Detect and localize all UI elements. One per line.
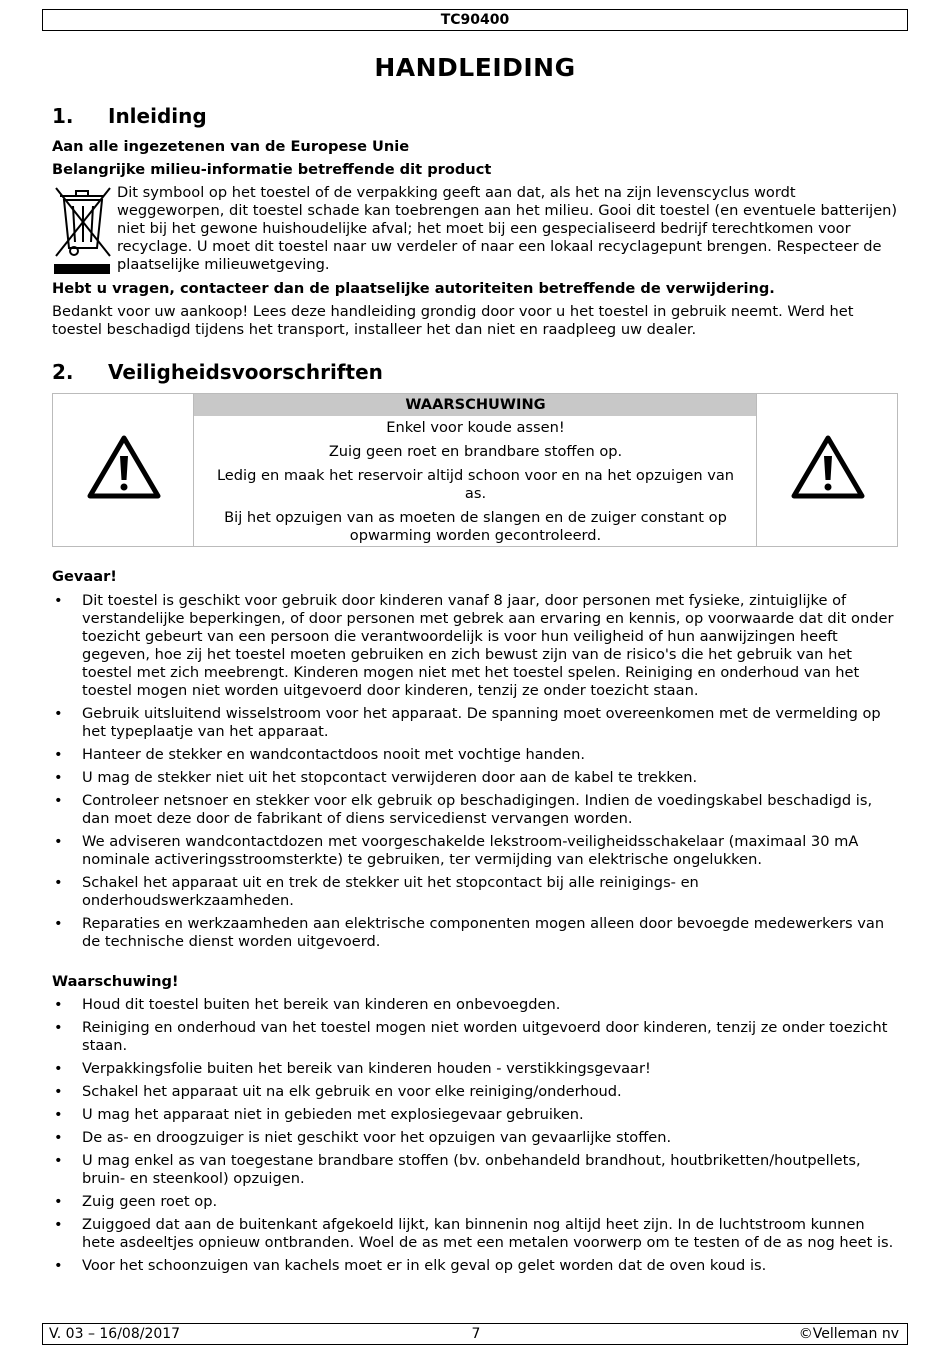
warning-box-line: Zuig geen roet en brandbare stoffen op. bbox=[328, 443, 623, 460]
warning-box-content bbox=[194, 394, 757, 545]
list-item: • Zuig geen roet op. bbox=[52, 1193, 898, 1211]
warning-box-line: Bij het opzuigen van as moeten de slangen en de zuiger constant op opwarming worden gecontroleerd. bbox=[224, 509, 727, 544]
header-model: TC90400 bbox=[42, 9, 908, 31]
warning-box-heading: WAARSCHUWING bbox=[194, 394, 757, 416]
list-item: • Hanteer de stekker en wandcontactdoos nooit met vochtige handen. bbox=[52, 746, 898, 764]
list-item: • Voor het schoonzuigen van kachels moet er in elk geval op gelet worden dat de oven koud is. bbox=[52, 1257, 898, 1275]
list-item: • Reiniging en onderhoud van het toestel mogen niet worden uitgevoerd door kinderen, tenzij ze onder toezicht staan. bbox=[52, 1019, 898, 1055]
list-item: • Reparaties en werkzaamheden aan elektrische componenten mogen alleen door bevoegde medewerkers van de technische dienst worden uitgevoerd. bbox=[52, 915, 898, 951]
list-item: • Gebruik uitsluitend wisselstroom voor het apparaat. De spanning moet overeenkomen met de vermelding op het typeplaatje van het apparaat. bbox=[52, 705, 898, 741]
warning-box-line: Ledig en maak het reservoir altijd schoon voor en na het opzuigen van as. bbox=[216, 467, 735, 502]
danger-title: Gevaar! bbox=[52, 568, 117, 585]
list-item: • U mag de stekker niet uit het stopcontact verwijderen door aan de kabel te trekken. bbox=[52, 769, 898, 787]
list-item: • De as- en droogzuiger is niet geschikt voor het opzuigen van gevaarlijke stoffen. bbox=[52, 1129, 898, 1147]
warning-box-line: Enkel voor koude assen! bbox=[386, 419, 565, 436]
list-item: • Zuiggoed dat aan de buitenkant afgekoeld lijkt, kan binnenin nog altijd heet zijn. In de luchtstroom kunnen hete asdeeltjes opnieuw ontbranden. Woel de as met een metalen voorwerp om te testen of de as nog heet is. bbox=[52, 1216, 898, 1252]
list-item: • U mag het apparaat niet in gebieden met explosiegevaar gebruiken. bbox=[52, 1106, 898, 1124]
list-item: • Schakel het apparaat uit na elk gebruik en voor elke reiniging/onderhoud. bbox=[52, 1083, 898, 1101]
list-item: • Controleer netsnoer en stekker voor elk gebruik op beschadigingen. Indien de voedingskabel beschadigd is, dan moet deze door de fabrikant of diens servicedienst vervangen worden. bbox=[52, 792, 898, 828]
footer-page-number: 7 bbox=[471, 1326, 481, 1342]
environment-info-subtitle: Belangrijke milieu-informatie betreffende dit product bbox=[52, 161, 492, 178]
crossed-out-wheelie-bin-icon bbox=[52, 184, 114, 276]
list-item: • U mag enkel as van toegestane brandbare stoffen (bv. onbehandeld brandhout, houtbriketten/houtpellets, bruin- en steenkool) opzuigen. bbox=[52, 1152, 898, 1188]
list-item: • Schakel het apparaat uit en trek de stekker uit het stopcontact bij alle reinigings- en onderhoudswerkzaamheden. bbox=[52, 874, 898, 910]
eu-residents-subtitle: Aan alle ingezetenen van de Europese Unie bbox=[52, 138, 410, 155]
page-title: HANDLEIDING bbox=[374, 53, 576, 82]
warning-triangle-icon bbox=[791, 434, 865, 500]
section-1-number: 1. bbox=[52, 104, 74, 128]
section-1-heading bbox=[52, 103, 207, 129]
section-1-title: Inleiding bbox=[108, 104, 207, 128]
section-2-title: Veiligheidsvoorschriften bbox=[108, 360, 383, 384]
list-item: • Houd dit toestel buiten het bereik van kinderen en onbevoegden. bbox=[52, 996, 898, 1014]
warning-title: Waarschuwing! bbox=[52, 973, 179, 990]
thanks-text: Bedankt voor uw aankoop! Lees deze handleiding grondig door voor u het toestel in gebruik neemt. Werd het toestel beschadigd tijdens het transport, installeer het dan niet en raadpleeg uw dealer. bbox=[52, 303, 854, 338]
warning-list bbox=[52, 996, 898, 1280]
footer-copyright: ©Velleman nv bbox=[798, 1326, 899, 1342]
warning-box-right-cell bbox=[756, 394, 897, 546]
contact-authorities-text: Hebt u vragen, contacteer dan de plaatselijke autoriteiten betreffende de verwijdering. bbox=[52, 280, 775, 297]
page-footer bbox=[42, 1323, 908, 1345]
footer-version: V. 03 – 16/08/2017 bbox=[49, 1326, 181, 1342]
section-2-number: 2. bbox=[52, 360, 74, 384]
weee-info-text: Dit symbool op het toestel of de verpakking geeft aan dat, als het na zijn levenscyclus wordt weggeworpen, dit toestel schade kan toebrengen aan het milieu. Gooi dit toestel (en eventuele batterijen) niet bij het gewone huishoudelijke afval; het moet bij een gespecialiseerd bedrijf terechtkomen voor recyclage. U moet dit toestel naar uw verdeler of naar een lokaal recyclagepunt brengen. Respecteer de plaatselijke milieuwetgeving. bbox=[117, 184, 898, 273]
list-item: • We adviseren wandcontactdozen met voorgeschakelde lekstroom-veiligheidsschakelaar (maximaal 30 mA nominale activeringsstroomsterkte) te gebruiken, ter vermijding van elektrische ongelukken. bbox=[52, 833, 898, 869]
list-item: • Dit toestel is geschikt voor gebruik door kinderen vanaf 8 jaar, door personen met fysieke, zintuiglijke of verstandelijke beperkingen, of door personen met gebrek aan ervaring en kennis, op voorwaarde dat dit onder toezicht gebeurt van een persoon die verantwoordelijk is voor hun veiligheid of hun aanwijzingen heeft gegeven, hoe zij het toestel moeten gebruiken en zich bewust zijn van de risico's die het gebruik van het toestel met zich meebrengt. Kinderen mogen niet met het toestel spelen. Reiniging en onderhoud van het toestel mogen niet worden uitgevoerd door kinderen, tenzij ze onder toezicht staan. bbox=[52, 592, 898, 700]
warning-triangle-icon bbox=[87, 434, 161, 500]
danger-list bbox=[52, 592, 898, 956]
section-2-heading bbox=[52, 359, 383, 385]
warning-box bbox=[52, 393, 898, 547]
warning-box-left-cell bbox=[53, 394, 194, 546]
list-item: • Verpakkingsfolie buiten het bereik van kinderen houden - verstikkingsgevaar! bbox=[52, 1060, 898, 1078]
